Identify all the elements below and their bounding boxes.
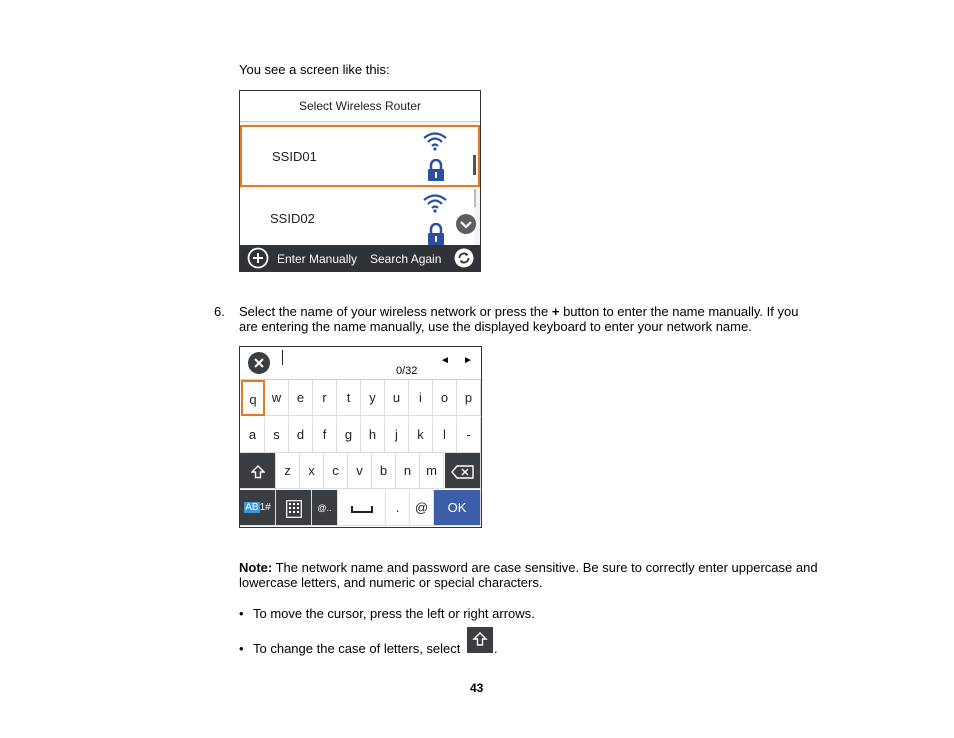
router-footer-bar bbox=[240, 245, 480, 271]
key-e[interactable]: e bbox=[289, 380, 313, 416]
plus-icon[interactable] bbox=[247, 247, 269, 269]
keypad-key[interactable] bbox=[276, 490, 312, 526]
network-ssid-label: SSID01 bbox=[272, 149, 317, 164]
key-y[interactable]: y bbox=[361, 380, 385, 416]
ok-button[interactable]: OK bbox=[434, 490, 481, 526]
key-i[interactable]: i bbox=[409, 380, 433, 416]
key-a[interactable]: a bbox=[241, 417, 265, 453]
scrollbar-track bbox=[474, 189, 476, 207]
key-h[interactable]: h bbox=[361, 417, 385, 453]
key-j[interactable]: j bbox=[385, 417, 409, 453]
step-text-part: button to enter the name manually. If you bbox=[559, 304, 799, 319]
step-text-line1 bbox=[239, 304, 798, 319]
step-text-part: Select the name of your wireless network or press the bbox=[239, 304, 552, 319]
note-label: Note: bbox=[239, 560, 273, 575]
shift-key-inline bbox=[467, 627, 493, 653]
char-counter: 0/32 bbox=[396, 365, 418, 377]
cursor-left-arrow[interactable]: ◄ bbox=[440, 355, 450, 366]
key-dash[interactable]: - bbox=[457, 417, 481, 453]
bullet-dot: • bbox=[239, 606, 244, 621]
step-text-line2: are entering the name manually, use the displayed keyboard to enter your network name. bbox=[239, 319, 752, 334]
network-item-ssid02[interactable] bbox=[240, 189, 474, 251]
lock-icon bbox=[427, 223, 445, 245]
key-f[interactable]: f bbox=[313, 417, 337, 453]
keypad-icon bbox=[286, 500, 302, 518]
key-u[interactable]: u bbox=[385, 380, 409, 416]
key-r[interactable]: r bbox=[313, 380, 337, 416]
network-ssid-label: SSID02 bbox=[270, 211, 315, 226]
shift-icon bbox=[251, 465, 265, 479]
backspace-icon bbox=[451, 465, 475, 479]
dot-key[interactable]: . bbox=[386, 490, 410, 526]
space-icon bbox=[351, 504, 373, 514]
key-z[interactable]: z bbox=[276, 453, 300, 489]
page-number: 43 bbox=[470, 681, 484, 695]
text-cursor bbox=[282, 350, 283, 365]
key-t[interactable]: t bbox=[337, 380, 361, 416]
shift-icon bbox=[467, 627, 493, 653]
wifi-icon bbox=[422, 131, 448, 151]
key-n[interactable]: n bbox=[396, 453, 420, 489]
bullet-dot: • bbox=[239, 641, 244, 656]
mode-label-ab: AB bbox=[245, 502, 259, 513]
mode-key[interactable] bbox=[240, 490, 276, 526]
intro-text: You see a screen like this: bbox=[239, 62, 390, 77]
search-again-button[interactable]: Search Again bbox=[370, 252, 442, 266]
key-p[interactable]: p bbox=[457, 380, 481, 416]
note-line2: lowercase letters, and numeric or special characters. bbox=[239, 575, 543, 590]
key-o[interactable]: o bbox=[433, 380, 457, 416]
keyboard-screen-figure bbox=[239, 346, 482, 528]
note-text: The network name and password are case sensitive. Be sure to correctly enter uppercase and bbox=[272, 560, 818, 575]
router-screen-figure bbox=[239, 90, 481, 272]
refresh-icon[interactable] bbox=[453, 247, 475, 269]
scrollbar-thumb[interactable] bbox=[473, 155, 476, 175]
bullet-period: . bbox=[494, 641, 498, 656]
note-line1 bbox=[239, 560, 818, 575]
plus-button-ref: + bbox=[551, 304, 560, 319]
key-x[interactable]: x bbox=[300, 453, 324, 489]
shift-key[interactable] bbox=[240, 453, 276, 489]
network-item-ssid01[interactable] bbox=[240, 125, 480, 187]
step-number: 6. bbox=[214, 304, 225, 319]
key-b[interactable]: b bbox=[372, 453, 396, 489]
router-screen-title: Select Wireless Router bbox=[240, 91, 480, 122]
symbol-key[interactable]: @.. bbox=[312, 490, 338, 526]
key-v[interactable]: v bbox=[348, 453, 372, 489]
bullet-case: To change the case of letters, select bbox=[253, 641, 461, 656]
key-c[interactable]: c bbox=[324, 453, 348, 489]
lock-icon bbox=[427, 159, 445, 181]
key-k[interactable]: k bbox=[409, 417, 433, 453]
wifi-icon bbox=[422, 193, 448, 213]
key-q[interactable]: q bbox=[241, 380, 265, 416]
key-w[interactable]: w bbox=[265, 380, 289, 416]
key-s[interactable]: s bbox=[265, 417, 289, 453]
key-l[interactable]: l bbox=[433, 417, 457, 453]
mode-label-num: 1# bbox=[259, 502, 271, 513]
key-m[interactable]: m bbox=[420, 453, 444, 489]
at-key[interactable]: @ bbox=[410, 490, 434, 526]
chevron-down-icon[interactable] bbox=[456, 214, 476, 234]
space-key[interactable] bbox=[338, 490, 386, 526]
backspace-key[interactable] bbox=[445, 453, 481, 489]
close-icon[interactable] bbox=[248, 352, 270, 374]
bullet-cursor: To move the cursor, press the left or right arrows. bbox=[253, 606, 535, 621]
key-g[interactable]: g bbox=[337, 417, 361, 453]
key-d[interactable]: d bbox=[289, 417, 313, 453]
cursor-right-arrow[interactable]: ► bbox=[463, 355, 473, 366]
enter-manually-button[interactable]: Enter Manually bbox=[277, 252, 358, 266]
